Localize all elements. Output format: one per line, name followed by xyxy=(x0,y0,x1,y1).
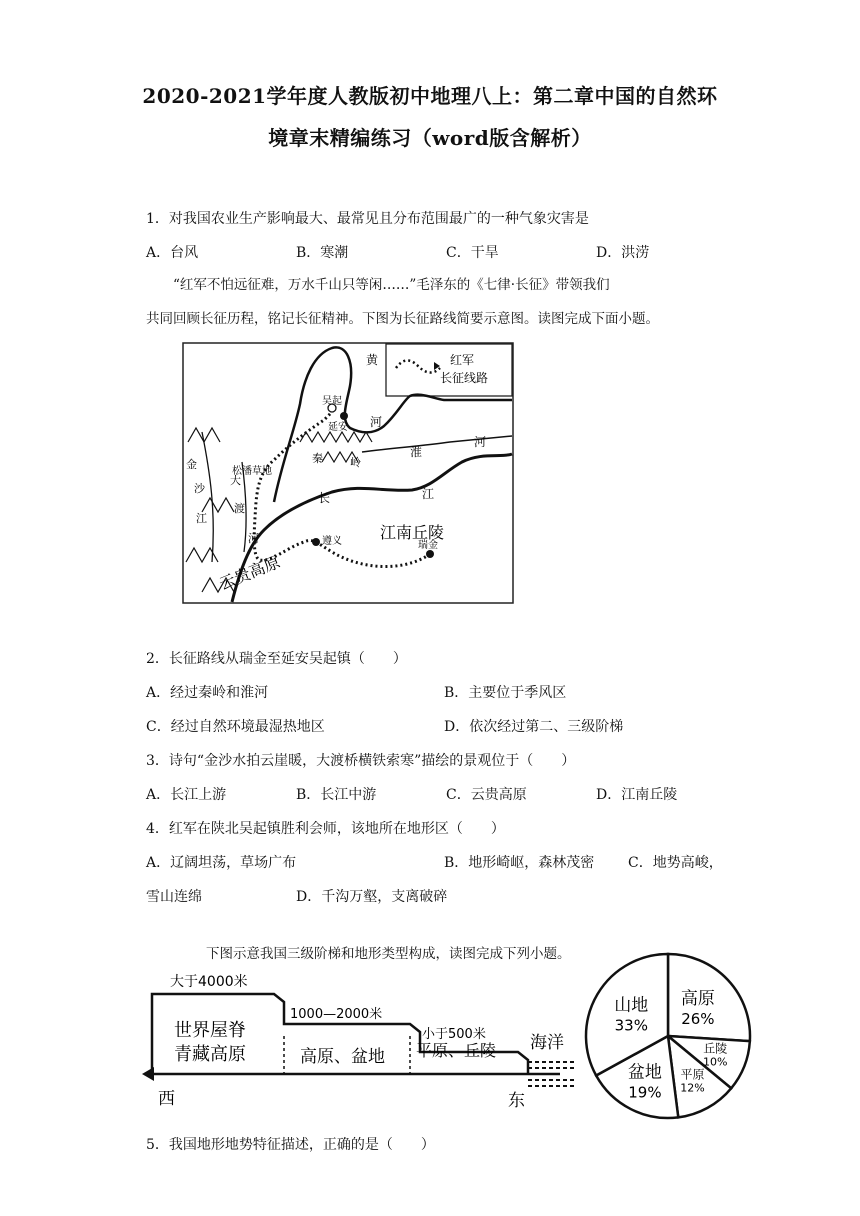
q2-option-a: A．经过秦岭和淮河 xyxy=(146,685,269,701)
q4-option-d: D．千沟万壑，支离破碎 xyxy=(296,889,448,905)
label-yungui: 云贵高原 xyxy=(216,552,283,594)
label-da: 大 xyxy=(230,474,241,487)
label-jiang-yangtze: 江 xyxy=(422,487,435,501)
label-jiang-jinsha: 江 xyxy=(196,512,207,525)
q4-option-b: B．地形崎岖，森林茂密 xyxy=(444,855,595,871)
east-label: 东 xyxy=(508,1091,525,1111)
label-sha: 沙 xyxy=(194,482,205,495)
q4-option-a: A．辽阔坦荡，草场广布 xyxy=(146,855,297,871)
step1-height: 大于4000米 xyxy=(170,974,248,990)
step3-height: 小于500米 xyxy=(422,1027,486,1042)
pie-value-1: 33% xyxy=(614,1016,648,1035)
passage-1-line1: “红军不怕远征难，万水千山只等闲……”毛泽东的《七律·长征》带领我们 xyxy=(173,277,610,293)
q3-option-b: B．长江中游 xyxy=(296,787,377,803)
passage-1-line2: 共同回顾长征历程，铭记长征精神。下图为长征路线简要示意图。读图完成下面小题。 xyxy=(146,311,659,327)
pie-label-5: 盆地 xyxy=(627,1062,662,1083)
label-wuqi: 吴起 xyxy=(322,396,342,407)
q4-option-c: C．地势高峻， xyxy=(628,855,723,871)
long-march-map xyxy=(182,342,514,604)
question-5-stem: 5．我国地形地势特征描述，正确的是（ ） xyxy=(146,1137,435,1153)
label-du: 渡 xyxy=(234,502,245,515)
legend-label-line1: 红军 xyxy=(450,353,475,367)
q3-option-c: C．云贵高原 xyxy=(446,787,527,803)
q2-option-d: D．依次经过第二、三级阶梯 xyxy=(444,719,624,735)
question-2-stem: 2．长征路线从瑞金至延安吴起镇（ ） xyxy=(146,651,407,667)
pie-value-2: 26% xyxy=(681,1009,715,1028)
document-title-line2: 境章末精编练习（word版含解析） xyxy=(268,126,592,150)
label-huang: 黄 xyxy=(366,353,379,367)
step3-name: 平原、丘陵 xyxy=(416,1041,497,1060)
pie-value-3: 10% xyxy=(703,1055,728,1069)
label-jin: 金 xyxy=(186,458,197,471)
label-zunyi: 遵义 xyxy=(322,536,342,547)
pie-label-4: 平原 xyxy=(680,1067,705,1082)
label-ruijin: 瑞金 xyxy=(418,540,438,551)
question-4-stem: 4．红军在陕北吴起镇胜利会师，该地所在地形区（ ） xyxy=(146,821,505,837)
zunyi-marker xyxy=(312,538,320,546)
ruijin-marker xyxy=(426,550,434,558)
west-arrow xyxy=(142,1067,154,1081)
q2-option-c: C．经过自然环境最湿热地区 xyxy=(146,719,325,735)
question-3-stem: 3．诗句“金沙水拍云崖暖，大渡桥横铁索寒”描绘的景观位于（ ） xyxy=(146,753,576,769)
ocean-label: 海洋 xyxy=(530,1033,564,1053)
terrain-type-pie-chart xyxy=(580,944,760,1128)
label-he-dadu: 河 xyxy=(248,532,259,545)
label-chang: 长 xyxy=(318,491,331,505)
label-he-yellow: 河 xyxy=(370,415,383,429)
label-qin: 秦 xyxy=(312,452,323,465)
passage-2: 下图示意我国三级阶梯和地形类型构成，读图完成下列小题。 xyxy=(206,946,571,962)
label-songpan: 松潘草地 xyxy=(232,466,272,477)
step2-name: 高原、盆地 xyxy=(300,1047,385,1067)
q1-option-d: D．洪涝 xyxy=(596,245,650,261)
q1-option-a: A．台风 xyxy=(146,245,199,261)
q3-option-d: D．江南丘陵 xyxy=(596,787,678,803)
pie-label-2: 高原 xyxy=(680,988,715,1009)
step2-height: 1000—2000米 xyxy=(290,1007,383,1022)
west-label: 西 xyxy=(158,1089,175,1109)
map-legend-box xyxy=(386,344,512,396)
pie-value-4: 12% xyxy=(680,1081,705,1095)
yanan-marker xyxy=(340,412,348,420)
pie-value-5: 19% xyxy=(628,1083,662,1102)
label-ling: 岭 xyxy=(350,456,361,469)
step1-name-line1: 世界屋脊 xyxy=(174,1020,246,1041)
label-he-huai: 河 xyxy=(474,435,487,449)
pie-label-3: 丘陵 xyxy=(703,1041,728,1056)
label-huai: 淮 xyxy=(410,445,423,459)
step1-name-line2: 青藏高原 xyxy=(174,1044,246,1065)
question-1-stem: 1．对我国农业生产影响最大、最常见且分布范围最广的一种气象灾害是 xyxy=(146,211,589,227)
q2-option-b: B．主要位于季风区 xyxy=(444,685,567,701)
terrain-steps-diagram xyxy=(140,966,580,1116)
q3-option-a: A．长江上游 xyxy=(146,787,227,803)
q1-option-b: B．寒潮 xyxy=(296,245,349,261)
q1-option-c: C．干旱 xyxy=(446,245,499,261)
passage-1 xyxy=(146,268,726,336)
label-jiangnan: 江南丘陵 xyxy=(380,523,445,542)
document-title-line1: 2020-2021学年度人教版初中地理八上：第二章中国的自然环 xyxy=(142,84,718,108)
legend-label-line2: 长征线路 xyxy=(440,371,489,385)
pie-label-1: 山地 xyxy=(614,995,649,1016)
q4-option-c-cont: 雪山连绵 xyxy=(146,889,202,905)
label-yanan: 延安 xyxy=(328,422,348,433)
